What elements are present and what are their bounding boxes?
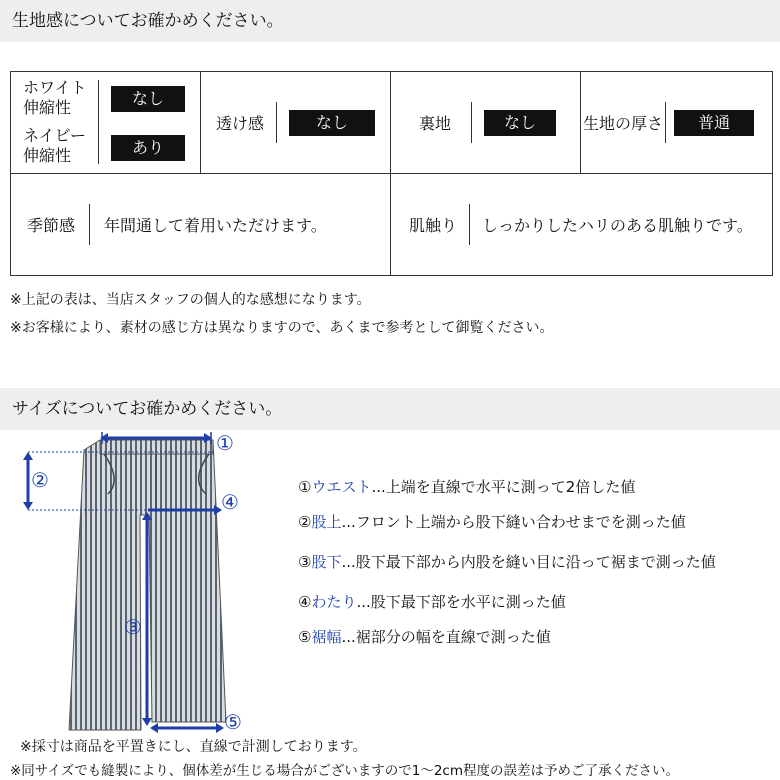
size-section-title: サイズについてお確かめください。: [0, 388, 780, 430]
marker-5: ⑤: [224, 710, 242, 734]
legend-term: わたり: [311, 593, 357, 611]
marker-3: ③: [124, 615, 142, 639]
legend-desc: ...股下最下部を水平に測った値: [356, 593, 566, 611]
legend-desc: ...裾部分の幅を直線で測った値: [341, 628, 551, 646]
stretch-cell: [11, 72, 201, 174]
transparency-value: なし: [289, 110, 375, 136]
legend-term: 股上: [311, 513, 342, 531]
legend-num: ③: [298, 553, 312, 571]
legend-desc: ...上端を直線で水平に測って2倍した値: [371, 478, 636, 496]
fabric-note-1: ※上記の表は、当店スタッフの個人的な感想になります。: [10, 292, 371, 308]
divider: [276, 102, 277, 143]
legend-num: ⑤: [298, 628, 312, 646]
divider: [469, 204, 470, 245]
thickness-label: 生地の厚さ: [583, 114, 664, 133]
size-note-1: ※採寸は商品を平置きにし、直線で計測しております。: [20, 739, 367, 755]
navy-stretch-value: あり: [111, 135, 185, 161]
arrow-head: [150, 723, 158, 733]
lining-value: なし: [484, 110, 556, 136]
season-cell: [11, 174, 391, 276]
size-note-2: ※同サイズでも縫製により、個体差が生じる場合がございますので1～2cm程度の誤差は予めご了承ください。: [10, 763, 679, 779]
season-label: 季節感: [27, 216, 76, 235]
marker-4: ④: [221, 490, 239, 514]
legend-desc: ...股下最下部から内股を縫い目に沿って裾まで測った値: [341, 553, 716, 571]
white-stretch-label: ホワイト 伸縮性: [23, 78, 87, 117]
fabric-note-2: ※お客様により、素材の感じ方は異なりますので、あくまで参考として御覧ください。: [10, 320, 554, 336]
fabric-table: [10, 71, 773, 276]
legend-desc: ...フロント上端から股下縫い合わせまでを測った値: [341, 513, 686, 531]
legend-item-rise: [298, 511, 686, 532]
legend-num: ①: [298, 478, 312, 496]
divider: [89, 204, 90, 245]
texture-cell: [391, 174, 773, 276]
thickness-cell: [581, 72, 773, 174]
marker-2: ②: [31, 468, 49, 492]
legend-term: 股下: [311, 553, 342, 571]
navy-stretch-label: ネイビー 伸縮性: [23, 126, 87, 165]
divider: [98, 80, 99, 164]
marker-1: ①: [216, 431, 234, 455]
arrow-head: [142, 718, 152, 726]
divider: [665, 102, 666, 143]
transparency-cell: [201, 72, 391, 174]
lining-label: 裏地: [419, 114, 452, 133]
divider: [471, 102, 472, 143]
legend-item-inseam: [298, 551, 716, 572]
legend-num: ④: [298, 593, 312, 611]
legend-num: ②: [298, 513, 312, 531]
legend-item-thigh: [298, 591, 566, 612]
legend-item-waist: [298, 476, 635, 497]
texture-label: 肌触り: [409, 216, 458, 235]
fabric-section-title: 生地感についてお確かめください。: [0, 0, 780, 42]
arrow-head: [216, 723, 224, 733]
thickness-value: 普通: [674, 110, 754, 136]
transparency-label: 透け感: [216, 114, 265, 133]
season-value: 年間通して着用いただけます。: [104, 216, 327, 235]
arrow-head: [23, 452, 33, 460]
legend-item-hem: [298, 626, 551, 647]
white-stretch-value: なし: [111, 86, 185, 112]
legend-term: ウエスト: [311, 478, 372, 496]
pants-measurement-diagram: [0, 430, 290, 744]
lining-cell: [391, 72, 581, 174]
legend-term: 裾幅: [311, 628, 342, 646]
arrow-head: [23, 502, 33, 510]
texture-value: しっかりしたハリのある肌触りです。: [482, 216, 753, 235]
